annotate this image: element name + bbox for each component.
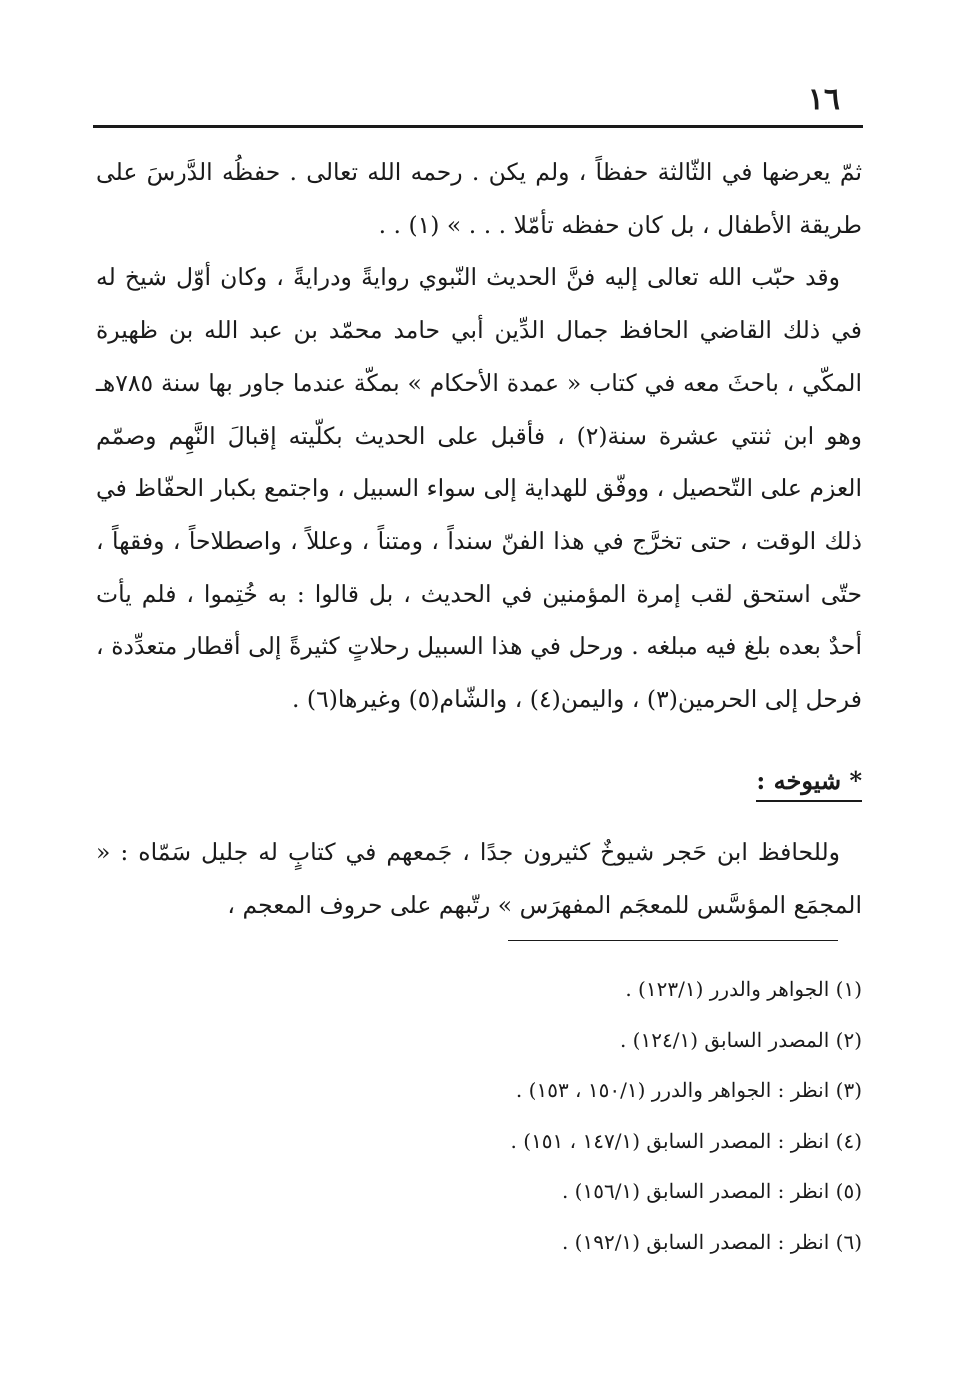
footnote-5: (٥) انظر : المصدر السابق (١٥٦/١) . — [561, 1179, 862, 1204]
paragraph-2: وقد حبّب الله تعالى إليه فنَّ الحديث النّبوي روايةً ودرايةً ، وكان أوّل شيخ له في ذلك القاضي الحافظ جمال الدِّين أبي حامد محمّد بن عبد الله بن ظهيرة المكّي ، باحثَ معه في كتاب « عمدة الأحكام » بمكّة عندما جاور بها سنة ٧٨٥هـ وهو ابن ثنتي عشرة سنة(٢) ، فأقبل على الحديث بكلّيته إقبالَ النَّهِم وصمّم العزم على التّحصيل ، ووفّق للهداية إلى سواء السبيل ، واجتمع بكبار الحفّاظ في ذلك الوقت ، حتى تخرَّج في هذا الفنّ سنداً ، ومتناً ، وعللاً ، واصطلاحاً ، وفقهاً ، حتّى استحق لقب إمرة المؤمنين في الحديث ، بل قالوا : به خُتِموا ، فلم يأت أحدٌ بعده بلغ فيه مبلغه . ورحل في هذا السبيل رحلاتٍ كثيرةً إلى أقطار متعدِّدة ، فرحل إلى الحرمين(٣) ، واليمن(٤) ، والشّام(٥) وغيرها(٦) . — [96, 263, 862, 714]
section-paragraph: وللحافظ ابن حَجر شيوخٌ كثيرون جدًا ، جَمعهم في كتابٍ له جليل سَمّاه : « المجمَع المؤسَّس للمعجَم المفهرَس » رتّبهم على حروف المعجم ، — [96, 838, 862, 919]
footnote-rule — [508, 940, 838, 941]
footnote-2: (٢) المصدر السابق (١٢٤/١) . — [619, 1027, 862, 1052]
footnote-3: (٣) انظر : الجواهر والدرر (١٥٠/١ ، ١٥٣) . — [515, 1078, 862, 1103]
footnote-6: (٦) انظر : المصدر السابق (١٩٢/١) . — [561, 1229, 862, 1254]
footnote-4: (٤) انظر : المصدر السابق (١٤٧/١ ، ١٥١) . — [510, 1128, 862, 1153]
footnote-1: (١) الجواهر والدرر (١٢٣/١) . — [625, 977, 862, 1001]
header-rule — [93, 125, 863, 128]
page-number: ١٦ — [807, 82, 840, 117]
main-text — [96, 146, 862, 726]
paragraph-1: ثمّ يعرضها في الثّالثة حفظاً ، ولم يكن . رحمه الله تعالى . حفظُه الدَّرسَ على طريقة الأطفال ، بل كان حفظه تأمّلا . . . » (١) . . — [96, 158, 862, 239]
section-text — [96, 826, 862, 931]
section-heading: * شيوخه : — [756, 764, 862, 802]
footnotes — [162, 964, 862, 1268]
